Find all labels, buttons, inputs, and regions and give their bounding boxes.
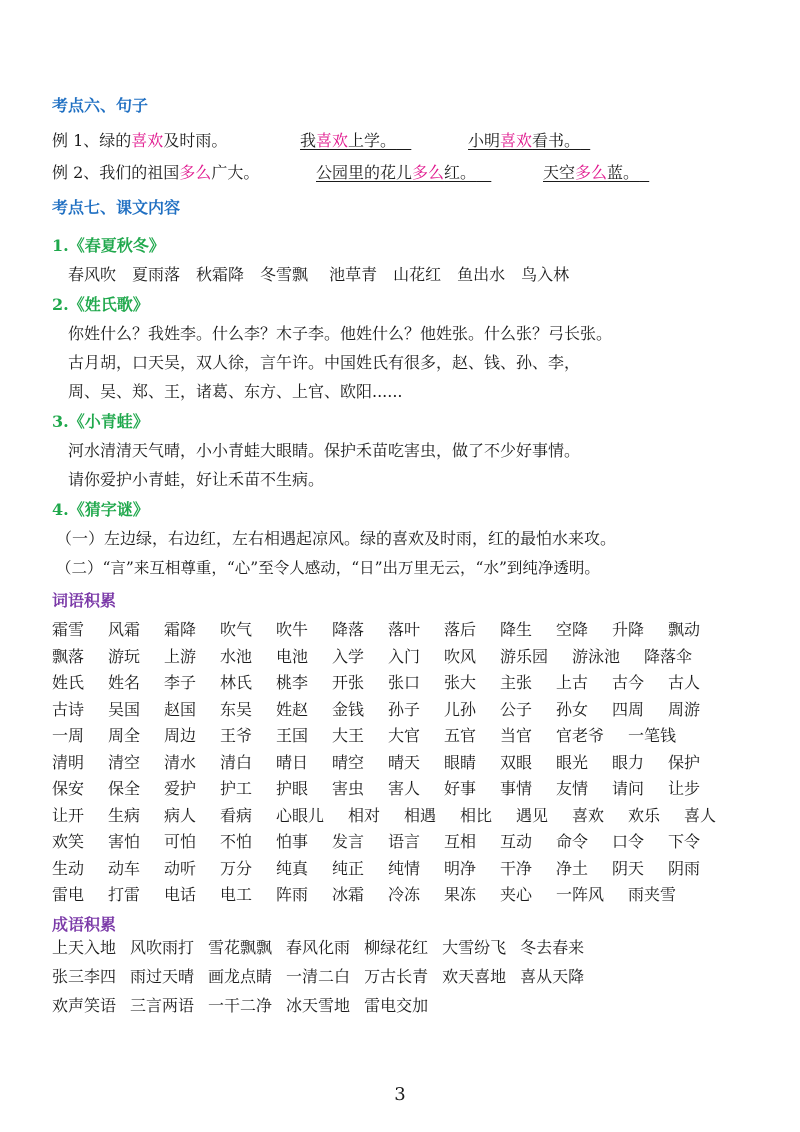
example-label: 例 2、 <box>52 163 100 182</box>
lesson-title-4: 4.《猜字谜》 <box>52 500 149 519</box>
vocab-word: 一阵风 <box>556 885 605 904</box>
idiom-row <box>52 993 742 1022</box>
vocab-word: 害怕 <box>108 832 141 851</box>
section-heading-text-content: 考点七、课文内容 <box>52 198 181 217</box>
vocab-word: 公子 <box>500 699 533 719</box>
idiom-row <box>52 964 742 993</box>
vocab-word: 入门 <box>388 646 421 666</box>
vocab-word: 五官 <box>444 726 477 745</box>
vocab-word: 古诗 <box>52 699 85 719</box>
vocab-row <box>52 856 742 883</box>
vocab-word: 相比 <box>460 805 493 825</box>
vocab-word: 空降 <box>556 620 589 639</box>
vocab-word: 眼睛 <box>444 752 477 772</box>
vocab-word: 入学 <box>332 646 365 666</box>
vocab-word: 相对 <box>348 805 381 825</box>
vocab-word: 清水 <box>164 752 197 772</box>
vocab-word: 周边 <box>164 726 197 745</box>
lesson-title-1: 1.《春夏秋冬》 <box>52 236 165 255</box>
vocab-word: 下令 <box>668 832 701 851</box>
vocab-word: 雷电 <box>52 885 85 904</box>
vocab-word: 降生 <box>500 620 533 639</box>
vocab-word: 净土 <box>556 858 589 878</box>
lesson-title-3: 3.《小青蛙》 <box>52 412 149 431</box>
vocab-word: 一周 <box>52 726 85 745</box>
vocab-word: 保全 <box>108 779 141 798</box>
vocab-word: 动车 <box>108 858 141 878</box>
vocab-word: 阵雨 <box>276 885 309 904</box>
idiom-word: 喜从天降 <box>520 967 585 986</box>
idiom-word: 冬去春来 <box>520 938 585 957</box>
vocab-word: 吹牛 <box>276 620 309 639</box>
lesson-2-line-1: 你姓什么？我姓李。什么李？木子李。他姓什么？他姓张。什么张？弓长张。 <box>68 324 613 343</box>
example-2-sentence-3: 天空多么蓝。 <box>543 163 640 182</box>
vocab-word: 让开 <box>52 805 85 825</box>
vocab-word: 林氏 <box>220 673 253 692</box>
vocab-word: 游乐园 <box>500 646 549 666</box>
vocab-word: 害虫 <box>332 779 365 798</box>
idiom-word: 大雪纷飞 <box>442 938 507 957</box>
vocab-word: 上游 <box>164 646 197 666</box>
vocab-word: 晴空 <box>332 752 365 772</box>
vocab-word: 喜欢 <box>572 805 605 825</box>
vocab-row <box>52 723 742 750</box>
idiom-word: 张三李四 <box>52 967 117 986</box>
vocab-word: 害人 <box>388 779 421 798</box>
vocab-word: 保护 <box>668 752 701 772</box>
vocab-word: 事情 <box>500 779 533 798</box>
vocab-word: 落后 <box>444 620 477 639</box>
vocab-word: 欢乐 <box>628 805 661 825</box>
vocab-word: 金钱 <box>332 699 365 719</box>
idiom-word: 雨过天晴 <box>130 967 195 986</box>
idiom-word: 一干二净 <box>208 996 273 1015</box>
vocab-word: 病人 <box>164 805 197 825</box>
vocab-word: 纯正 <box>332 858 365 878</box>
idiom-word: 柳绿花红 <box>364 938 429 957</box>
vocab-word: 万分 <box>220 858 253 878</box>
vocab-word: 夹心 <box>500 885 533 904</box>
vocab-word: 发言 <box>332 832 365 851</box>
vocab-word: 护眼 <box>276 779 309 798</box>
idiom-word: 三言两语 <box>130 996 195 1015</box>
vocab-word: 生病 <box>108 805 141 825</box>
vocab-heading: 词语积累 <box>52 591 117 610</box>
vocab-word: 互相 <box>444 832 477 851</box>
vocab-word: 心眼儿 <box>276 805 325 825</box>
vocab-word: 喜人 <box>684 805 717 825</box>
lesson-3-line-2: 请你爱护小青蛙，好让禾苗不生病。 <box>68 470 325 489</box>
vocab-word: 一笔钱 <box>628 726 677 745</box>
vocab-word: 上古 <box>556 673 589 692</box>
vocab-word: 护工 <box>220 779 253 798</box>
example-1-sentence-3: 小明喜欢看书。 <box>468 131 581 150</box>
vocab-word: 不怕 <box>220 832 253 851</box>
vocab-word: 四周 <box>612 699 645 719</box>
vocab-word: 爱护 <box>164 779 197 798</box>
vocab-word: 电话 <box>164 885 197 904</box>
vocab-word: 吴国 <box>108 699 141 719</box>
example-1-sentence-2: 我喜欢上学。 <box>300 131 397 150</box>
highlight-word: 喜欢 <box>131 131 164 150</box>
vocab-word: 孙女 <box>556 699 589 719</box>
vocab-word: 降落伞 <box>644 646 693 666</box>
vocab-word: 遇见 <box>516 805 549 825</box>
idiom-word: 上天入地 <box>52 938 117 957</box>
vocab-word: 清空 <box>108 752 141 772</box>
idiom-word: 一清二白 <box>286 967 351 986</box>
idiom-grid <box>52 935 742 1022</box>
vocab-word: 游玩 <box>108 646 141 666</box>
vocab-word: 李子 <box>164 673 197 692</box>
vocab-row <box>52 644 742 671</box>
vocab-word: 周全 <box>108 726 141 745</box>
vocab-row <box>52 776 742 803</box>
vocab-word: 张口 <box>388 673 421 692</box>
vocab-word: 游泳池 <box>572 646 621 666</box>
vocab-word: 明净 <box>444 858 477 878</box>
vocab-row <box>52 617 742 644</box>
vocab-word: 看病 <box>220 805 253 825</box>
vocab-word: 官老爷 <box>556 726 605 745</box>
riddle-2: （二）“言”来互相尊重，“心”至令人感动，“日”出万里无云，“水”到纯净透明。 <box>56 559 600 577</box>
vocab-word: 大官 <box>388 726 421 745</box>
riddle-1: （一）左边绿，右边红，左右相遇起凉风。绿的喜欢及时雨，红的最怕水来攻。 <box>56 529 617 548</box>
vocab-word: 霜降 <box>164 620 197 639</box>
idiom-word: 风吹雨打 <box>130 938 195 957</box>
vocab-word: 电池 <box>276 646 309 666</box>
vocab-word: 生动 <box>52 858 85 878</box>
vocab-word: 欢笑 <box>52 832 85 851</box>
vocab-word: 阴天 <box>612 858 645 878</box>
vocab-word: 张大 <box>444 673 477 692</box>
example-2: 例 2、我们的祖国多么广大。 <box>52 163 260 182</box>
vocab-word: 双眼 <box>500 752 533 772</box>
vocab-word: 保安 <box>52 779 85 798</box>
section-heading-sentences: 考点六、句子 <box>52 96 149 115</box>
vocab-word: 命令 <box>556 832 589 851</box>
vocab-word: 眼光 <box>556 752 589 772</box>
vocab-word: 纯情 <box>388 858 421 878</box>
idiom-word: 雪花飘飘 <box>208 938 273 957</box>
vocab-word: 东吴 <box>220 699 253 719</box>
vocab-word: 让步 <box>668 779 701 798</box>
vocab-word: 友情 <box>556 779 589 798</box>
example-2-sentence-2: 公园里的花儿多么红。 <box>316 163 477 182</box>
idiom-word: 冰天雪地 <box>286 996 351 1015</box>
vocab-word: 果冻 <box>444 885 477 904</box>
vocab-word: 升降 <box>612 620 645 639</box>
idiom-word: 雷电交加 <box>364 996 429 1015</box>
vocab-word: 风霜 <box>108 620 141 639</box>
vocab-word: 古今 <box>612 673 645 692</box>
vocab-word: 语言 <box>388 832 421 851</box>
vocab-word: 赵国 <box>164 699 197 719</box>
vocab-word: 姓赵 <box>276 699 309 719</box>
vocab-word: 互动 <box>500 832 533 851</box>
vocab-word: 冰霜 <box>332 885 365 904</box>
vocab-word: 清白 <box>220 752 253 772</box>
idiom-word: 万古长青 <box>364 967 429 986</box>
vocab-row <box>52 670 742 697</box>
vocab-word: 吹气 <box>220 620 253 639</box>
vocab-grid <box>52 617 742 909</box>
lesson-title-2: 2.《姓氏歌》 <box>52 295 149 314</box>
idiom-word: 春风化雨 <box>286 938 351 957</box>
example-label: 例 1、 <box>52 131 100 150</box>
idiom-word: 画龙点睛 <box>208 967 273 986</box>
page-number: 3 <box>394 1084 406 1105</box>
vocab-word: 请问 <box>612 779 645 798</box>
vocab-word: 开张 <box>332 673 365 692</box>
vocab-row <box>52 750 742 777</box>
vocab-word: 吹风 <box>444 646 477 666</box>
vocab-word: 打雷 <box>108 885 141 904</box>
vocab-word: 雨夹雪 <box>628 885 677 904</box>
vocab-word: 干净 <box>500 858 533 878</box>
vocab-word: 降落 <box>332 620 365 639</box>
vocab-row <box>52 697 742 724</box>
vocab-word: 电工 <box>220 885 253 904</box>
vocab-word: 纯真 <box>276 858 309 878</box>
vocab-word: 姓氏 <box>52 673 85 692</box>
vocab-word: 主张 <box>500 673 533 692</box>
idiom-word: 欢声笑语 <box>52 996 117 1015</box>
vocab-word: 冷冻 <box>388 885 421 904</box>
vocab-word: 王国 <box>276 726 309 745</box>
idiom-heading: 成语积累 <box>52 915 117 934</box>
vocab-word: 阴雨 <box>668 858 701 878</box>
lesson-2-line-3: 周、吴、郑、王，诸葛、东方、上官、欧阳...... <box>68 382 403 401</box>
vocab-word: 相遇 <box>404 805 437 825</box>
vocab-word: 桃李 <box>276 673 309 692</box>
vocab-word: 好事 <box>444 779 477 798</box>
vocab-row <box>52 829 742 856</box>
vocab-word: 周游 <box>668 699 701 719</box>
idiom-row <box>52 935 742 964</box>
vocab-word: 霜雪 <box>52 620 85 639</box>
vocab-word: 飘落 <box>52 646 85 666</box>
vocab-word: 眼力 <box>612 752 645 772</box>
vocab-word: 姓名 <box>108 673 141 692</box>
idiom-word: 欢天喜地 <box>442 967 507 986</box>
example-1: 例 1、绿的喜欢及时雨。 <box>52 131 228 150</box>
vocab-word: 古人 <box>668 673 701 692</box>
vocab-word: 晴天 <box>388 752 421 772</box>
vocab-word: 王爷 <box>220 726 253 745</box>
vocab-word: 大王 <box>332 726 365 745</box>
vocab-word: 儿孙 <box>444 699 477 719</box>
vocab-word: 晴日 <box>276 752 309 772</box>
lesson-1-line-1: 春风吹 夏雨落 秋霜降 冬雪飘 池草青 山花红 鱼出水 鸟入林 <box>68 265 570 284</box>
vocab-word: 清明 <box>52 752 85 772</box>
vocab-word: 孙子 <box>388 699 421 719</box>
vocab-word: 动听 <box>164 858 197 878</box>
vocab-row <box>52 803 742 830</box>
vocab-word: 当官 <box>500 726 533 745</box>
highlight-word: 多么 <box>179 163 212 182</box>
vocab-word: 落叶 <box>388 620 421 639</box>
vocab-word: 口令 <box>612 832 645 851</box>
lesson-2-line-2: 古月胡，口天吴，双人徐，言午许。中国姓氏有很多，赵、钱、孙、李， <box>68 353 581 372</box>
vocab-word: 水池 <box>220 646 253 666</box>
vocab-word: 飘动 <box>668 620 701 639</box>
vocab-row <box>52 882 742 909</box>
vocab-word: 可怕 <box>164 832 197 851</box>
lesson-3-line-1: 河水清清天气晴，小小青蛙大眼睛。保护禾苗吃害虫，做了不少好事情。 <box>68 441 581 460</box>
vocab-word: 怕事 <box>276 832 309 851</box>
